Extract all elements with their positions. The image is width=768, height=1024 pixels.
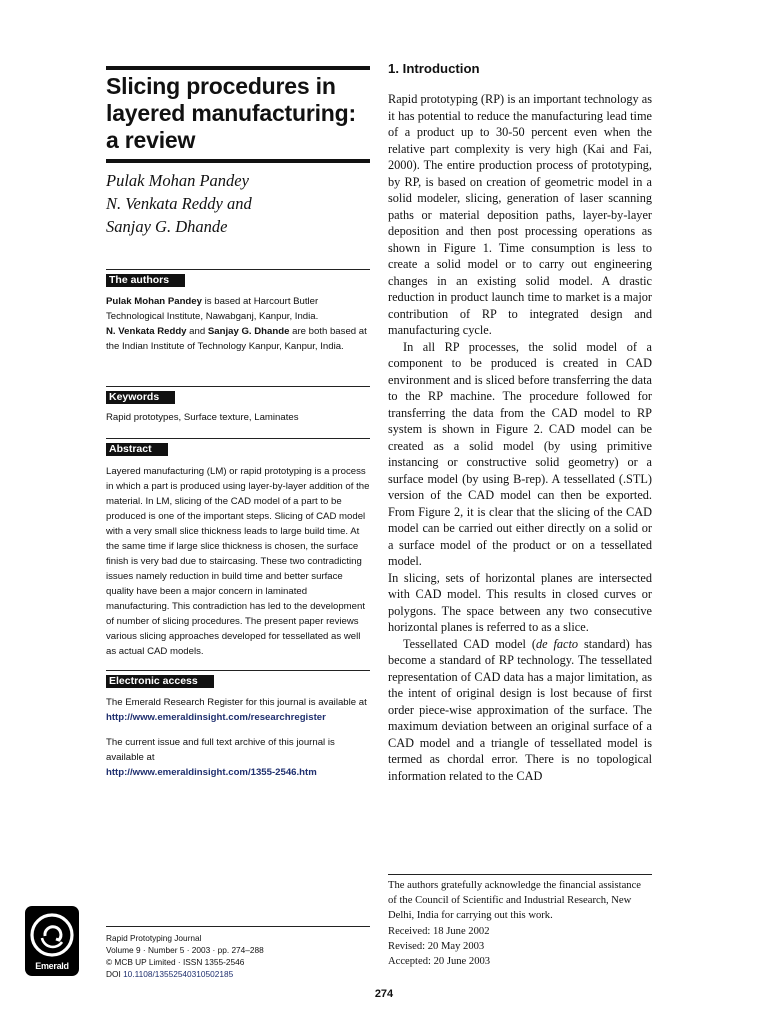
revised-date: Revised: 20 May 2003 xyxy=(388,940,485,952)
keywords-section xyxy=(106,386,370,405)
left-column xyxy=(106,66,370,780)
electronic-access-text-2 xyxy=(106,735,370,780)
keywords-label: Keywords xyxy=(106,391,175,404)
right-column xyxy=(388,60,652,784)
emerald-logo xyxy=(25,906,79,976)
the-authors-label: The authors xyxy=(106,274,185,287)
electronic-access-section xyxy=(106,670,370,689)
author-name: Sanjay G. Dhande xyxy=(106,217,228,236)
the-authors-text xyxy=(106,294,370,354)
journal-issn: © MCB UP Limited · ISSN 1355-2546 xyxy=(106,957,245,967)
author-2-name: N. Venkata Reddy xyxy=(106,326,187,337)
author-name: Pulak Mohan Pandey xyxy=(106,171,249,190)
acknowledgement-footnote xyxy=(388,874,652,969)
abstract-section xyxy=(106,438,370,457)
paragraph: In all RP processes, the solid model of a component to be produced is created in CAD environment and is sliced before transferring the data to the RP machine. The procedure followed for transferring the data from the CAD model to RP system is shown in Figure 2. CAD model can be created as a solid model (by using primitive instancing or constructive solid geometry) or a surface model (by using B-rep). A tessellated (.STL) version of the CAD model can then be exported. From Figure 2, it is clear that the slicing of the CAD model can be carried out either directly on a solid or a surface model of the product or on a tessellated model. xyxy=(388,339,652,568)
accepted-date: Accepted: 20 June 2003 xyxy=(388,956,491,968)
author-2-3-affiliation: are both based at the Indian Institute of Technology Kanpur, Kanpur, India. xyxy=(106,326,367,352)
page-number: 274 xyxy=(374,988,394,1000)
doi-link[interactable]: 10.1108/13552540310502185 xyxy=(123,969,234,979)
doi-label: DOI xyxy=(106,969,124,979)
emerald-logo-text: Emerald xyxy=(35,961,69,971)
introduction-body xyxy=(388,91,652,784)
abstract-label: Abstract xyxy=(106,443,168,456)
acknowledgement-text: The authors gratefully acknowledge the financial assistance of the Council of Scientific and Industrial Research, New Delhi, India for carrying out this work. xyxy=(388,880,641,922)
article-title: Slicing procedures in layered manufacturing: a review xyxy=(106,73,356,153)
paragraph xyxy=(388,636,652,785)
electronic-access-label: Electronic access xyxy=(106,675,214,688)
emerald-logo-icon xyxy=(25,908,79,962)
journal-doi xyxy=(106,968,370,980)
introduction-heading: 1. Introduction xyxy=(388,61,480,76)
paragraph-rest: standard) has become a standard of RP technology. The tessellated representation of CAD data has a major limitation, as the intent of original design is lost because of first order piece-wise approximation of the surface. The maximum deviation between an original surface of a CAD model and a triangle of tessellated model is termed as chordal error. There is no topological information related to the CAD xyxy=(388,636,652,783)
journal-footer xyxy=(106,926,370,980)
received-date: Received: 18 June 2002 xyxy=(388,925,490,937)
author-and-text: and xyxy=(186,326,208,337)
author-name: N. Venkata Reddy and xyxy=(106,194,252,213)
paragraph-start: Tessellated CAD model ( xyxy=(403,636,536,651)
submission-dates xyxy=(388,924,652,970)
title-bottom-rule xyxy=(106,159,370,163)
author-3-name: Sanjay G. Dhande xyxy=(207,326,290,337)
journal-name: Rapid Prototyping Journal xyxy=(106,933,202,943)
author-list xyxy=(106,169,370,238)
full-text-archive-link[interactable]: http://www.emeraldinsight.com/1355-2546.htm xyxy=(106,767,317,778)
keywords-text: Rapid prototypes, Surface texture, Laminates xyxy=(106,412,299,423)
research-register-link[interactable]: http://www.emeraldinsight.com/researchregister xyxy=(106,712,326,723)
author-1-name: Pulak Mohan Pandey xyxy=(106,296,202,307)
abstract-text: Layered manufacturing (LM) or rapid prototyping is a process in which a part is produced using layer-by-layer addition of the material. In LM, slicing of the CAD model of a part to be produced is one of the important steps. Slicing of CAD model with a very small slice thickness leads to large build time. At the same time if large slice thickness is chosen, the surface finish is very bad due to staircasing. These two contradicting issues namely reduction in build time and better surface quality have been a major concern in laminated manufacturing. This contradiction has led to the development of number of slicing procedures. The present paper reviews various slicing approaches developed for tessellated as well as actual CAD models. xyxy=(106,466,370,657)
full-text-archive-text: The current issue and full text archive of this journal is available at xyxy=(106,737,335,763)
journal-volume: Volume 9 · Number 5 · 2003 · pp. 274–288 xyxy=(106,945,264,955)
author-1-affiliation: is based at Harcourt Butler Technological Institute, Nawabganj, Kanpur, India. xyxy=(106,296,319,322)
title-top-rule xyxy=(106,66,370,70)
electronic-access-text-1 xyxy=(106,695,370,725)
italic-term: de facto xyxy=(535,636,579,651)
paragraph: In slicing, sets of horizontal planes are intersected with CAD model. This results in closed curves or polygons. The space between any two consecutive horizontal planes is referred to as a slice. xyxy=(388,570,652,634)
the-authors-section xyxy=(106,269,370,288)
paragraph: Rapid prototyping (RP) is an important technology as it has potential to reduce the manufacturing lead time of a product up to 30-50 percent even when the relative part complexity is very high (Kai and Fai, 2000). The entire production process of prototyping, by RP, is based on creation of geometric model in a solid modeler, slicing, generation of laser scanning paths or material deposition paths, layer-by-layer deposition and then post processing operations as shown in Figure 1. Time consumption is less to create a solid model or to carry out engineering changes in an existing solid model. A drastic reduction in product launch time to market is a major contribution of RP to integrated design and manufacturing cycle. xyxy=(388,92,653,337)
research-register-text: The Emerald Research Register for this journal is available at xyxy=(106,697,367,708)
